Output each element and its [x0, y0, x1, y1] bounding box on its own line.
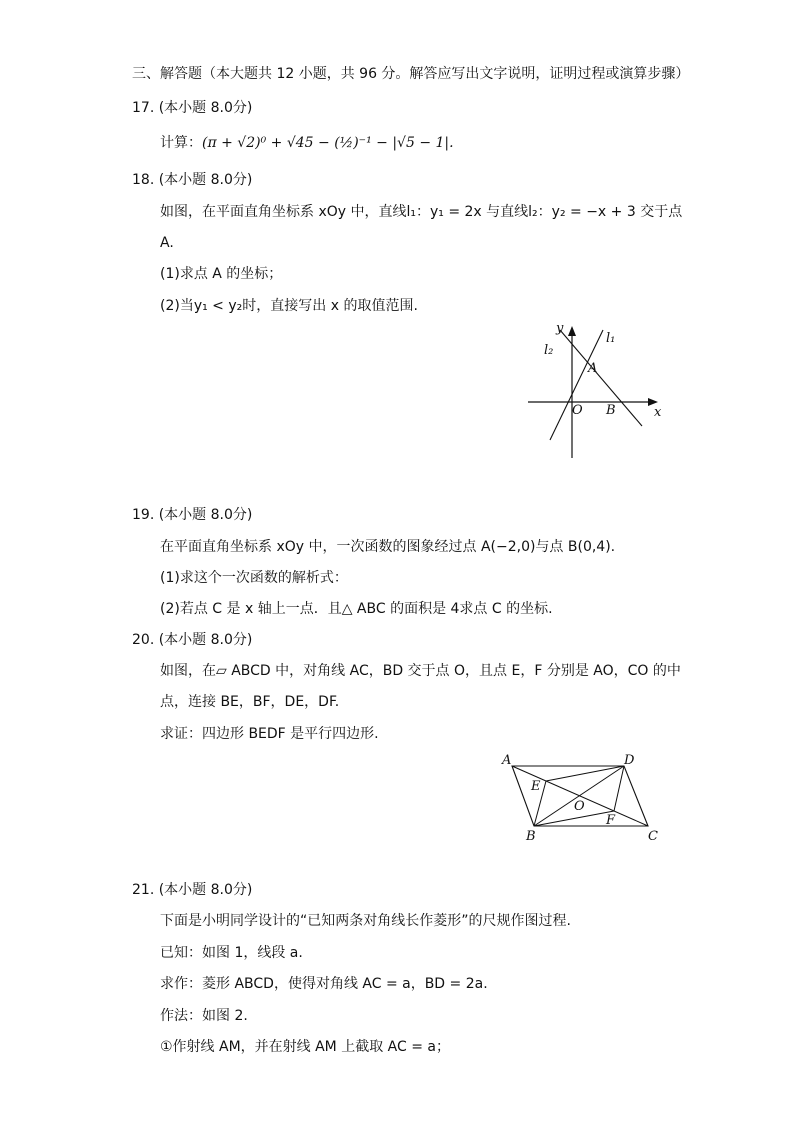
q18-part2: (2)当y₁ < y₂时，直接写出 x 的取值范围.	[160, 298, 418, 314]
q18-label-l2: l₂	[544, 343, 554, 358]
q19-header	[132, 505, 252, 525]
q20-parallelogram-figure	[498, 748, 668, 844]
q20-line2: 点，连接 BE，BF，DE，DF.	[160, 694, 340, 710]
q20-line1: 如图，在▱ ABCD 中，对角线 AC，BD 交于点 O，且点 E，F 分别是 AO，CO 的中	[160, 663, 681, 679]
q18-part1: (1)求点 A 的坐标；	[160, 266, 283, 282]
q18-label-y: y	[556, 321, 564, 336]
q20-label-a: A	[502, 753, 512, 768]
q20-label-e: E	[531, 779, 541, 794]
q17-header	[132, 98, 252, 118]
q21-line5: ①作射线 AM，并在射线 AM 上截取 AC = a；	[160, 1039, 450, 1055]
q19-line1: 在平面直角坐标系 xOy 中，一次函数的图象经过点 A(−2,0)与点 B(0,4).	[160, 539, 616, 555]
q18-coordinate-figure	[520, 318, 670, 466]
q19-part1: (1)求这个一次函数的解析式：	[160, 570, 348, 586]
q18-line-l1	[550, 330, 603, 440]
q18-header	[132, 170, 252, 190]
q17-expression: (π + √2)⁰ + √45 − (½)⁻¹ − |√5 − 1|.	[202, 135, 454, 151]
q20-label-c: C	[648, 829, 658, 844]
q18-number: 18.	[132, 172, 155, 188]
q20-line3: 求证：四边形 BEDF 是平行四边形.	[160, 726, 379, 742]
q17-number: 17.	[132, 100, 155, 116]
q18-score: (本小题 8.0分)	[158, 172, 253, 188]
q21-line4: 作法：如图 2.	[160, 1008, 248, 1024]
q18-label-l1: l₁	[606, 331, 616, 346]
q18-label-b: B	[606, 403, 616, 418]
q20-score: (本小题 8.0分)	[158, 632, 253, 648]
q21-line1: 下面是小明同学设计的“已知两条对角线长作菱形”的尺规作图过程.	[160, 913, 571, 929]
q20-number: 20.	[132, 632, 155, 648]
section-heading: 三、解答题（本大题共 12 小题，共 96 分。解答应写出文字说明，证明过程或演算步骤）	[132, 66, 690, 82]
q21-line2: 已知：如图 1，线段 a.	[160, 945, 303, 961]
q18-line2: A.	[160, 235, 174, 251]
q18-label-x: x	[654, 405, 662, 420]
q18-label-a: A	[588, 361, 598, 376]
q20-label-o: O	[574, 799, 585, 814]
q20-segment-df	[614, 766, 624, 811]
q19-score: (本小题 8.0分)	[158, 507, 253, 523]
q18-label-origin: O	[572, 403, 583, 418]
q20-label-b: B	[526, 829, 536, 844]
q17-score: (本小题 8.0分)	[158, 100, 253, 116]
q20-label-f: F	[606, 813, 616, 828]
q20-label-d: D	[624, 753, 635, 768]
q17-prompt: 计算：	[160, 135, 202, 151]
q19-number: 19.	[132, 507, 155, 523]
q20-header	[132, 630, 252, 650]
q18-line1: 如图，在平面直角坐标系 xOy 中，直线l₁：y₁ = 2x 与直线l₂：y₂ = −x + 3 交于点	[160, 204, 683, 220]
q17-body	[160, 133, 454, 153]
q21-header	[132, 880, 252, 900]
q21-number: 21.	[132, 882, 155, 898]
q19-part2: (2)若点 C 是 x 轴上一点．且△ ABC 的面积是 4求点 C 的坐标.	[160, 601, 553, 617]
q21-score: (本小题 8.0分)	[158, 882, 253, 898]
q21-line3: 求作：菱形 ABCD，使得对角线 AC = a，BD = 2a.	[160, 976, 488, 992]
q18-y-arrow	[568, 326, 576, 336]
